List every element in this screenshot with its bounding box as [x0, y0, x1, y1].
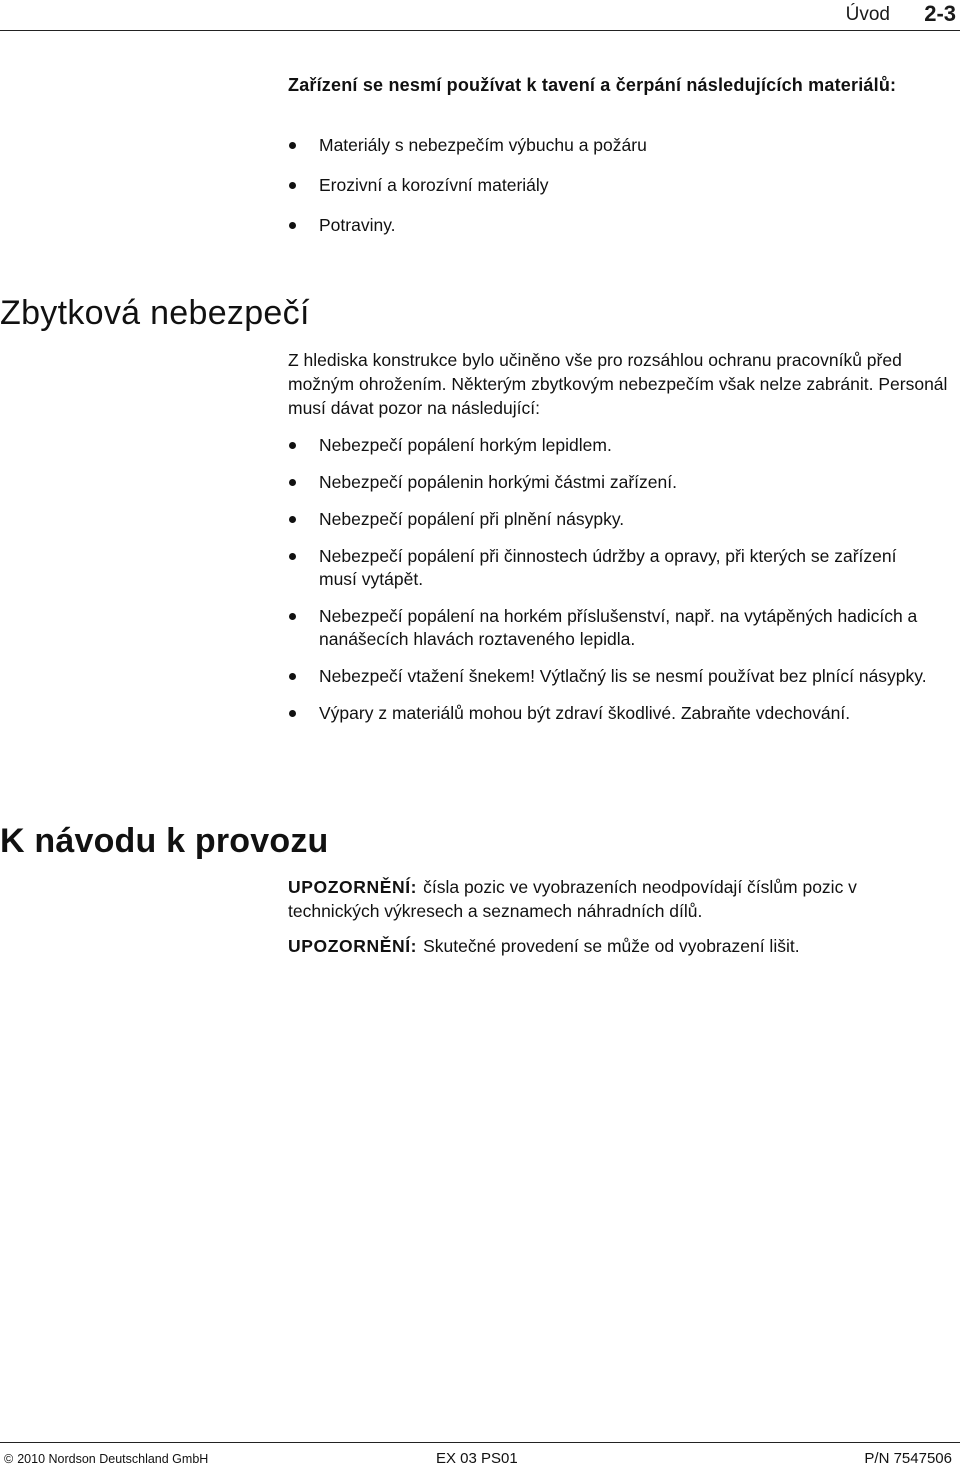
list-item [288, 545, 928, 591]
residual-hazards-list [288, 434, 928, 739]
header-page-number: 2-3 [924, 1, 956, 26]
list-item-text: Erozivní a korozívní materiály [319, 175, 549, 195]
section-title-operating-instructions: K návodu k provozu [0, 822, 329, 860]
bullet-icon [289, 442, 296, 449]
note-label: UPOZORNĚNÍ: [288, 936, 418, 956]
list-item [288, 665, 928, 688]
bullet-icon [289, 222, 296, 229]
bullet-icon [289, 673, 296, 680]
note-label: UPOZORNĚNÍ: [288, 877, 418, 897]
list-item [288, 174, 928, 197]
footer-part-number: P/N 7547506 [864, 1450, 952, 1467]
list-item-text: Nebezpečí popálení horkým lepidlem. [319, 435, 612, 455]
list-item-text: Nebezpečí popálení při plnění násypky. [319, 509, 625, 529]
list-item-text: Nebezpečí popálení při činnostech údržby a opravy, při kterých se zařízení musí vytápět. [319, 546, 897, 589]
footer-document-code: EX 03 PS01 [436, 1450, 518, 1467]
bullet-icon [289, 553, 296, 560]
bullet-icon [289, 613, 296, 620]
page-header [0, 0, 960, 36]
list-item [288, 134, 928, 157]
list-item-text: Výpary z materiálů mohou být zdraví škodlivé. Zabraňte vdechování. [319, 703, 851, 723]
note-text: Skutečné provedení se může od vyobrazení lišit. [423, 936, 800, 956]
header-rule [0, 30, 960, 31]
list-item-text: Nebezpečí vtažení šnekem! Výtlačný lis se nesmí používat bez plnící násypky. [319, 666, 927, 686]
header-section-name: Úvod [845, 4, 890, 25]
footer-rule [0, 1442, 960, 1443]
list-item [288, 605, 928, 651]
note-text: čísla pozic ve vyobrazeních neodpovídají číslům pozic v technických výkresech a seznamech náhradních dílů. [288, 877, 857, 921]
list-item [288, 214, 928, 237]
bullet-icon [289, 479, 296, 486]
list-item-text: Potraviny. [319, 215, 396, 235]
bullet-icon [289, 182, 296, 189]
list-item [288, 434, 928, 457]
list-item [288, 508, 928, 531]
prohibited-materials-list [288, 134, 928, 254]
list-item-text: Nebezpečí popálenin horkými částmi zařízení. [319, 472, 677, 492]
list-item-text: Materiály s nebezpečím výbuchu a požáru [319, 135, 647, 155]
note-paragraph [288, 875, 953, 923]
section-title-residual-hazards: Zbytková nebezpečí [0, 294, 310, 332]
list-item [288, 471, 928, 494]
note-paragraph [288, 934, 953, 958]
copyright-icon: © [4, 1452, 14, 1466]
intro-heading: Zařízení se nesmí používat k tavení a čerpání následujících materiálů: [288, 75, 897, 95]
bullet-icon [289, 142, 296, 149]
footer-copyright [4, 1451, 208, 1467]
list-item [288, 702, 928, 725]
residual-hazards-paragraph: Z hlediska konstrukce bylo učiněno vše pro rozsáhlou ochranu pracovníků před možným ohrožením. Některým zbytkovým nebezpečím však nelze zabránit. Personál musí dávat pozor na následující: [288, 350, 948, 418]
bullet-icon [289, 710, 296, 717]
footer-copyright-text: 2010 Nordson Deutschland GmbH [17, 1452, 209, 1466]
list-item-text: Nebezpečí popálení na horkém příslušenství, např. na vytápěných hadicích a nanášecích hlavách roztaveného lepidla. [319, 606, 918, 649]
bullet-icon [289, 516, 296, 523]
